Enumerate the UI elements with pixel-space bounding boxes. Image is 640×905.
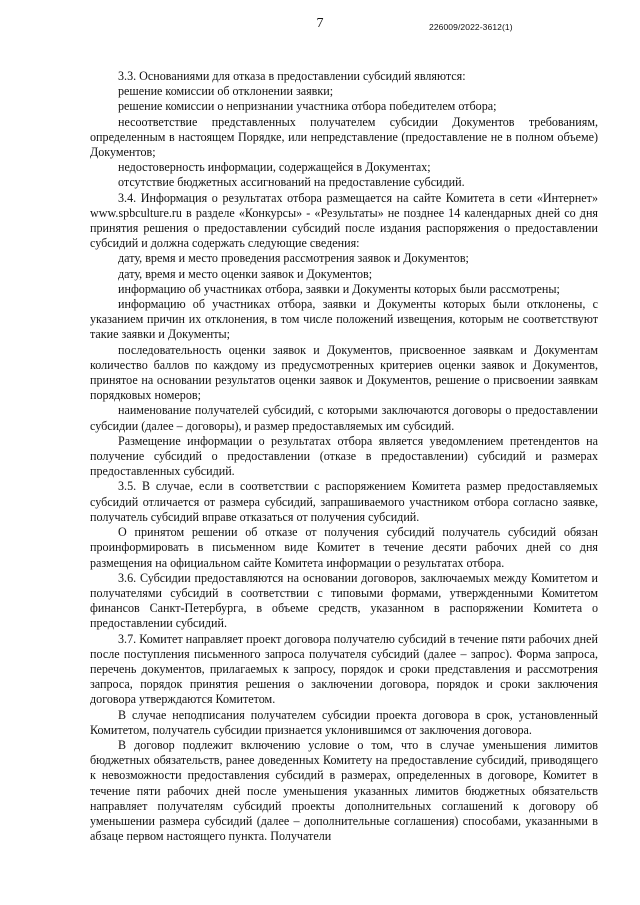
paragraph-3-5: 3.5. В случае, если в соответствии с распоряжением Комитета размер предоставляемых субсидий отличается от размера субсидий, запрашиваемого участником отбора согласно заявке, получатель субсидий вправе отказаться от получения субсидий.	[90, 479, 598, 524]
list-item-info: наименование получателей субсидий, с которыми заключаются договоры о предоставлении субсидии (далее – договоры), и размер предоставляемых им субсидий.	[90, 403, 598, 433]
page-number: 7	[316, 16, 324, 31]
list-item-refusal-reason: недостоверность информации, содержащейся в Документах;	[118, 160, 431, 175]
paragraph-limits-reduction: В договор подлежит включению условие о том, что в случае уменьшения лимитов бюджетных обязательств, ранее доведенных Комитету на предоставление субсидий, приводящего к невозможности предоставления субсидий в размерах, определенных в договоре, Комитет в течение пяти рабочих дней после уменьшения указанных лимитов бюджетных обязательств направляет получателям субсидий проекты дополнительных соглашений к договору об уменьшении размера субсидий (далее – дополнительные соглашения) способами, указанными в абзаце первом настоящего пункта. Получатели	[90, 737, 598, 844]
paragraph-refusal-notice: О принятом решении об отказе от получения субсидий получатель субсидий обязан проинформировать в письменном виде Комитет в течение десяти рабочих дней со дня размещения на официальном сайте Комитета информации о результатах отбора.	[90, 525, 598, 570]
list-item-refusal-reason: несоответствие представленных получателем субсидии Документов требованиям, определенным в настоящем Порядке, или непредставление (предоставление не в полном объеме) Документов;	[90, 114, 598, 160]
paragraph-3-3: 3.3. Основаниями для отказа в предоставлении субсидий являются:	[118, 69, 466, 83]
list-item-info: последовательность оценки заявок и Документов, присвоенное заявкам и Документам количество баллов по каждому из предусмотренных критериев оценки заявок и Документов, принятое на основании результатов оценки заявок и Документов, решение о присвоении заявкам порядковых номеров;	[90, 342, 598, 403]
document-body	[90, 69, 598, 844]
paragraph-3-4: 3.4. Информация о результатах отбора размещается на сайте Комитета в сети «Интернет» www.spbculture.ru в разделе «Конкурсы» - «Результаты» не позднее 14 календарных дней со дня принятия решения о предоставлении субсидий после издания распоряжения о предоставлении субсидий и должна содержать следующие сведения:	[90, 190, 598, 251]
list-item-info: дату, время и место оценки заявок и Документов;	[118, 266, 373, 281]
list-item-info: дату, время и место проведения рассмотрения заявок и Документов;	[118, 251, 469, 266]
document-number: 226009/2022-3612(1)	[429, 22, 513, 32]
paragraph-3-7: 3.7. Комитет направляет проект договора получателю субсидий в течение пяти рабочих дней после поступления письменного запроса получателя субсидий (далее – запрос). Форма запроса, перечень документов, прилагаемых к запросу, порядок и сроки представления и рассмотрения запроса, порядок принятия решения о заключении договора, порядок и сроки заключения договора утверждаются Комитетом.	[90, 631, 598, 707]
list-item-refusal-reason: решение комиссии о непризнании участника отбора победителем отбора;	[118, 99, 497, 114]
list-item-info: информацию об участниках отбора, заявки и Документы которых были рассмотрены;	[118, 281, 560, 296]
list-item-refusal-reason: отсутствие бюджетных ассигнований на предоставление субсидий.	[118, 175, 465, 190]
paragraph-publication: Размещение информации о результатах отбора является уведомлением претендентов на получение субсидий о предоставлении (отказе в предоставлении) субсидий и размерах предоставленных субсидий.	[90, 433, 598, 479]
list-item-refusal-reason: решение комиссии об отклонении заявки;	[118, 84, 334, 99]
paragraph-3-6: 3.6. Субсидии предоставляются на основании договоров, заключаемых между Комитетом и получателями субсидий в соответствии с типовыми формами, утвержденными Комитетом финансов Санкт-Петербурга, в объеме средств, указанном в распоряжении Комитета о предоставлении субсидий.	[90, 570, 598, 631]
paragraph-non-signing: В случае неподписания получателем субсидии проекта договора в срок, установленный Комитетом, получатель субсидии признается уклонившимся от заключения договора.	[90, 707, 598, 737]
list-item-info: информацию об участниках отбора, заявки и Документы которых были отклонены, с указанием причин их отклонения, в том числе положений извещения, которым не соответствуют такие заявки и Документы;	[90, 297, 598, 342]
